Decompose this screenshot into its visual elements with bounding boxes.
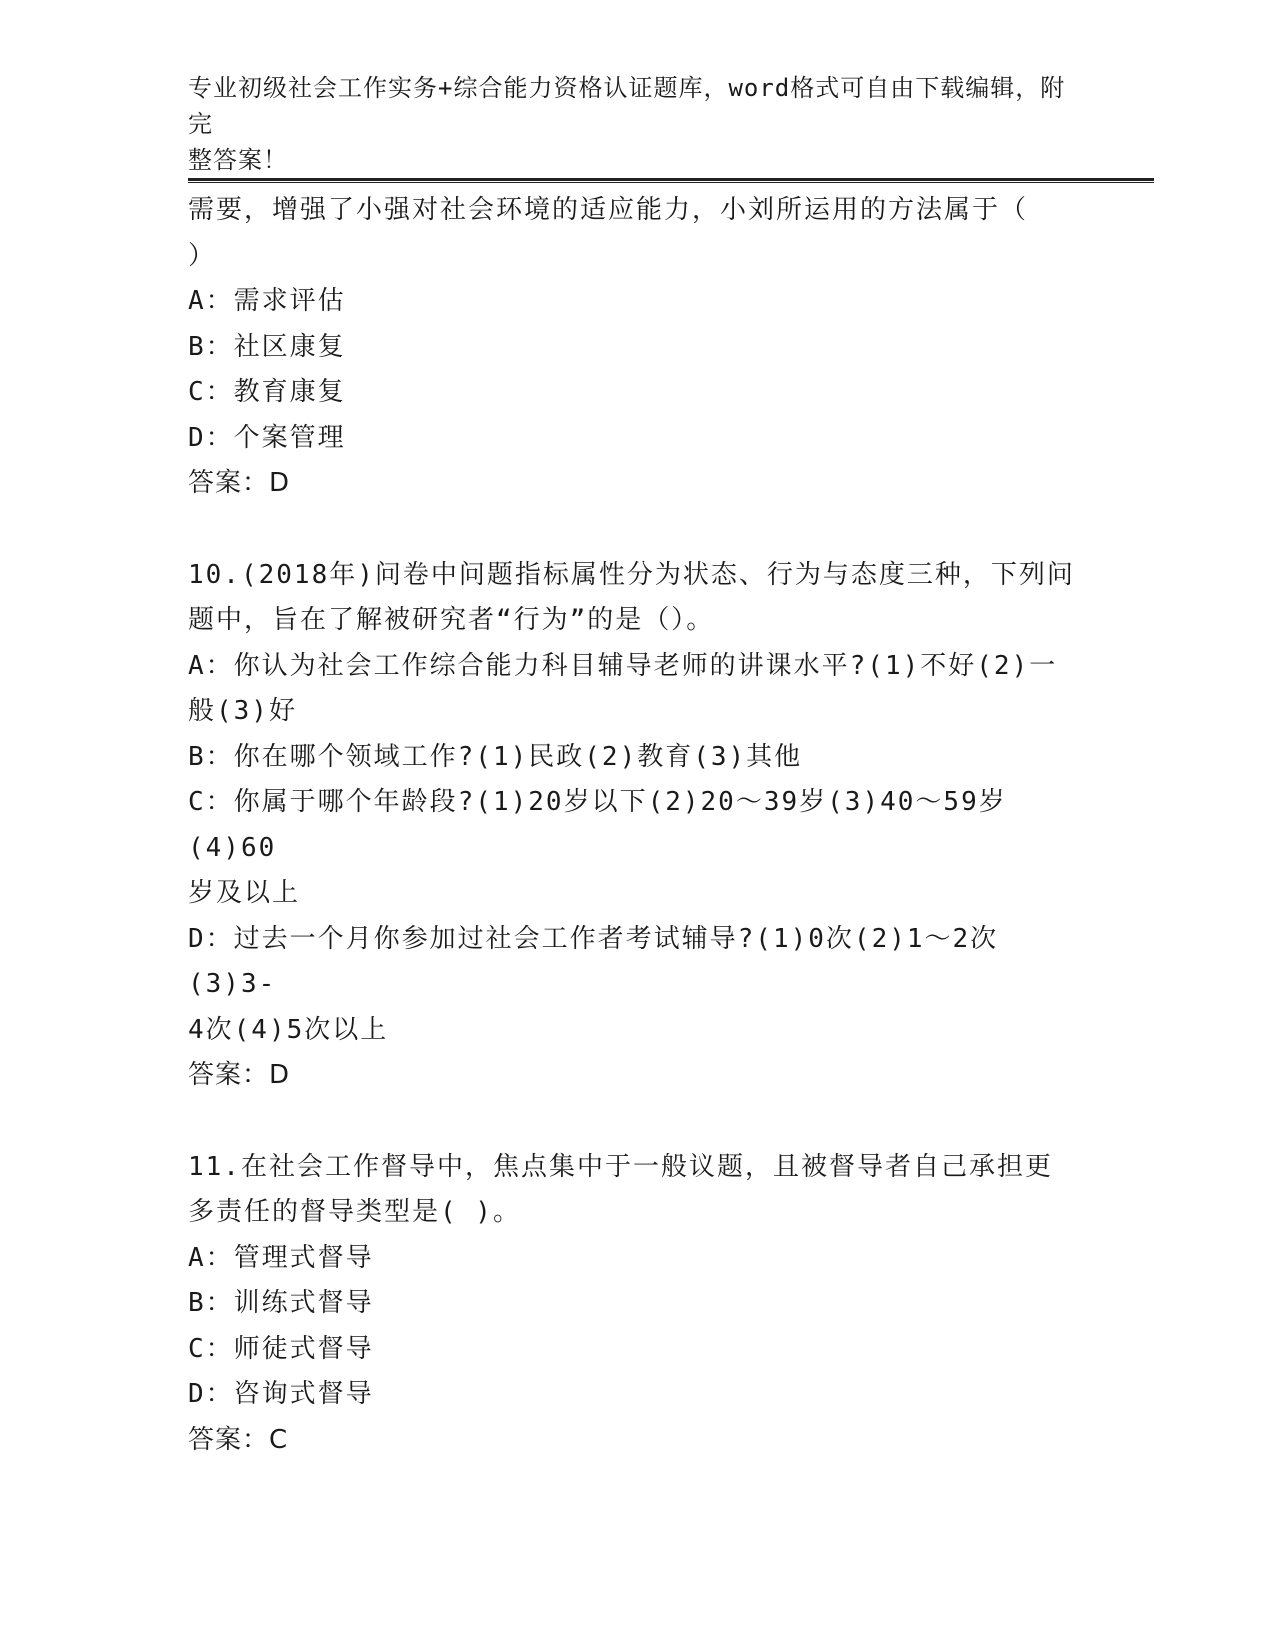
option-c: C：你属于哪个年龄段?(1)20岁以下(2)20～39岁(3)40～59岁(4)60 (188, 787, 1007, 863)
question-9 (188, 188, 1078, 507)
question-stem: 需要，增强了小强对社会环境的适应能力，小刘所运用的方法属于（ (188, 195, 1029, 225)
spacer (188, 507, 1078, 553)
option-a: A：需求评估 (188, 286, 346, 316)
page-header (188, 70, 1078, 178)
header-divider (188, 178, 1154, 183)
document-body (188, 188, 1078, 1463)
option-b: B：训练式督导 (188, 1288, 374, 1318)
option-c: C：师徒式督导 (188, 1333, 374, 1364)
spacer (188, 1099, 1078, 1145)
header-line-2: 整答案！ (188, 146, 288, 174)
question-stem: 题中，旨在了解被研究者“行为”的是（）。 (188, 605, 715, 635)
answer-line: 答案：D (188, 1060, 291, 1090)
answer-line: 答案：C (188, 1424, 289, 1455)
question-10 (188, 553, 1078, 1099)
option-b: B：你在哪个领域工作?(1)民政(2)教育(3)其他 (188, 741, 803, 772)
answer-line: 答案：D (188, 468, 291, 498)
option-a: A：管理式督导 (188, 1242, 374, 1273)
option-d: D：个案管理 (188, 422, 346, 453)
question-stem: 11.在社会工作督导中，焦点集中于一般议题，且被督导者自己承担更 (188, 1151, 1053, 1182)
option-d: D：过去一个月你参加过社会工作者考试辅导?(1)0次(2)1～2次(3)3- (188, 923, 999, 999)
option-a: A：你认为社会工作综合能力科目辅导老师的讲课水平?(1)不好(2)一 (188, 650, 1058, 681)
option-d: D：咨询式督导 (188, 1379, 374, 1409)
question-stem: 10.(2018年)问卷中问题指标属性分为状态、行为与态度三种，下列问 (188, 559, 1075, 590)
question-stem: 多责任的督导类型是( )。 (188, 1197, 521, 1227)
question-stem: ） (188, 240, 217, 271)
question-11 (188, 1145, 1078, 1464)
option-a-continued: 般(3)好 (188, 696, 297, 726)
option-c: C：教育康复 (188, 377, 346, 407)
option-d-continued: 4次(4)5次以上 (188, 1014, 389, 1045)
option-b: B：社区康复 (188, 331, 346, 362)
header-line-1: 专业初级社会工作实务+综合能力资格认证题库，word格式可自由下载编辑，附完 (188, 74, 1066, 138)
option-c-continued: 岁及以上 (188, 878, 301, 908)
